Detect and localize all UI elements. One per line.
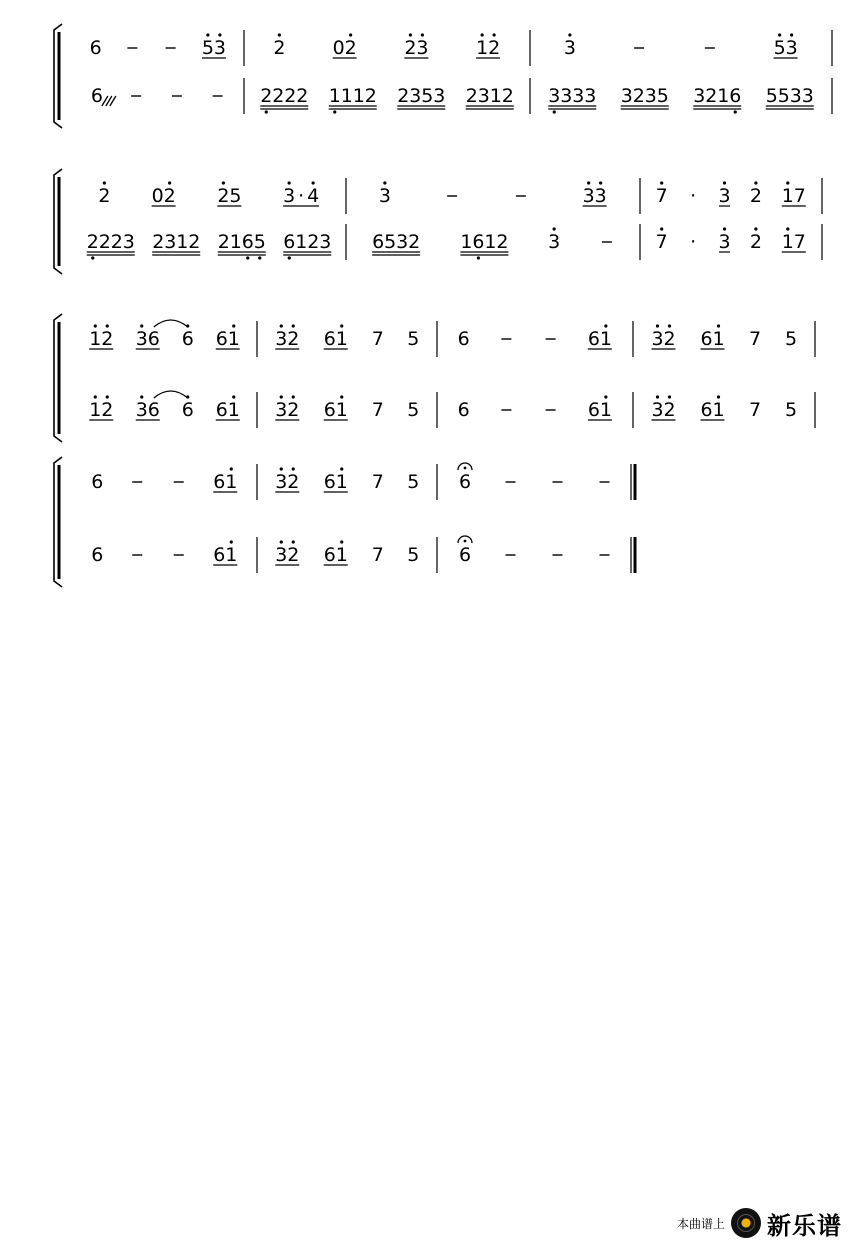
octave-dot-high: [280, 324, 283, 327]
octave-dot-high: [232, 324, 235, 327]
note-digit: 6: [323, 328, 336, 350]
note-digit: 1: [225, 544, 238, 566]
octave-dot-high: [140, 324, 143, 327]
octave-dot-high: [222, 181, 225, 184]
octave-dot-high: [568, 33, 571, 36]
note-digit: 3: [785, 37, 798, 59]
note-digit: 6: [457, 328, 470, 350]
note-digit: 2: [663, 399, 676, 421]
note-digit: 2: [287, 471, 300, 493]
note-digit: 3: [718, 185, 731, 207]
score-system: [54, 24, 832, 128]
octave-dot-high: [340, 467, 343, 470]
note-digit: 2: [287, 328, 300, 350]
note-digit: 3: [644, 85, 657, 107]
note-digit: 3: [396, 231, 409, 253]
note-digit: ·: [690, 185, 697, 207]
note-digit: 6: [700, 399, 713, 421]
note-digit: 2: [98, 185, 111, 207]
octave-dot-high: [94, 324, 97, 327]
note-digit: 3: [594, 185, 607, 207]
note-digit: 6: [89, 37, 102, 59]
note-digit: 7: [371, 471, 384, 493]
note-digit: 2: [217, 185, 230, 207]
note-digit: 3: [548, 231, 561, 253]
note-digit: 2: [260, 85, 273, 107]
note-digit: 3: [135, 328, 148, 350]
note-digit: 1: [227, 328, 240, 350]
octave-dot-high: [409, 33, 412, 36]
note-digit: 2: [287, 399, 300, 421]
octave-dot-high: [668, 395, 671, 398]
note-digit: 1: [328, 85, 341, 107]
octave-dot-low: [288, 256, 291, 259]
octave-dot-high: [103, 181, 106, 184]
note-digit: 2: [705, 85, 718, 107]
note-digit: 3: [477, 85, 490, 107]
note-digit: 2: [364, 85, 377, 107]
octave-dot-low: [265, 110, 268, 113]
octave-dot-high: [292, 467, 295, 470]
note-digit: 6: [215, 399, 228, 421]
note-digit: 1: [335, 471, 348, 493]
octave-dot-high: [106, 395, 109, 398]
note-digit: 6: [472, 231, 485, 253]
note-digit: 3: [409, 85, 422, 107]
note-digit: 3: [275, 544, 288, 566]
note-digit: 1: [484, 231, 497, 253]
octave-dot-low: [91, 256, 94, 259]
note-digit: 5: [407, 328, 420, 350]
note-digit: 2: [98, 231, 111, 253]
score-system: [54, 314, 815, 442]
octave-dot-low: [477, 256, 480, 259]
octave-dot-high: [481, 33, 484, 36]
octave-dot-high: [340, 395, 343, 398]
note-digit: 7: [748, 399, 762, 421]
note-digit: 5: [407, 399, 420, 421]
octave-dot-high: [754, 181, 757, 184]
octave-dot-high: [340, 324, 343, 327]
note-digit: 5: [421, 85, 434, 107]
octave-dot-high: [140, 395, 143, 398]
octave-dot-low: [333, 110, 336, 113]
note-digit: 2: [152, 231, 165, 253]
note-digit: 2: [110, 231, 123, 253]
octave-dot-high: [288, 181, 291, 184]
note-digit: 3: [283, 185, 296, 207]
slur-arc: [154, 320, 188, 327]
fermata-dot: [464, 467, 467, 470]
note-digit: 1: [460, 231, 473, 253]
octave-dot-high: [168, 181, 171, 184]
note-digit: 6: [213, 544, 226, 566]
note-digit: 2: [749, 231, 762, 253]
note-digit: 3: [651, 328, 664, 350]
note-digit: 6: [457, 399, 470, 421]
note-digit: 5: [765, 85, 778, 107]
octave-dot-high: [312, 181, 315, 184]
note-digit: 2: [217, 231, 230, 253]
note-digit: 5: [201, 37, 214, 59]
octave-dot-high: [723, 227, 726, 230]
octave-dot-high: [717, 324, 720, 327]
note-digit: 3: [548, 85, 561, 107]
note-digit: 5: [777, 85, 790, 107]
note-digit: 7: [793, 231, 806, 253]
octave-dot-high: [717, 395, 720, 398]
note-digit: 2: [188, 231, 201, 253]
octave-dot-high: [349, 33, 352, 36]
note-digit: 6: [181, 399, 194, 421]
vinyl-record-icon: [731, 1208, 761, 1238]
note-digit: 1: [352, 85, 365, 107]
note-digit: 0: [332, 37, 345, 59]
site-footer: [677, 1205, 842, 1241]
note-digit: 6: [458, 471, 472, 493]
note-digit: 1: [335, 399, 348, 421]
note-digit: 6: [458, 544, 472, 566]
octave-dot-high: [723, 181, 726, 184]
octave-dot-high: [218, 33, 221, 36]
octave-dot-high: [230, 540, 233, 543]
note-digit: 5: [784, 328, 798, 350]
note-digit: 3: [378, 185, 391, 207]
note-digit: 7: [371, 399, 384, 421]
note-digit: 2: [287, 544, 300, 566]
octave-dot-low: [258, 256, 261, 259]
octave-dot-high: [292, 395, 295, 398]
note-digit: 1: [717, 85, 730, 107]
note-digit: 2: [86, 231, 99, 253]
note-digit: 3: [563, 37, 576, 59]
note-digit: 3: [275, 328, 288, 350]
note-digit: 6: [147, 328, 160, 350]
octave-dot-high: [754, 227, 757, 230]
note-digit: 2: [307, 231, 320, 253]
note-digit: 2: [101, 328, 114, 350]
note-digit: 6: [91, 544, 104, 566]
note-digit: 1: [229, 231, 242, 253]
note-digit: 2: [501, 85, 514, 107]
note-digit: 7: [655, 231, 668, 253]
octave-dot-high: [604, 395, 607, 398]
note-digit: 6: [181, 328, 194, 350]
note-digit: 6: [213, 471, 226, 493]
octave-dot-low: [734, 110, 737, 113]
note-digit: 7: [793, 185, 806, 207]
note-digit: 6: [323, 471, 336, 493]
note-digit: 6: [241, 231, 254, 253]
note-digit: 3: [620, 85, 633, 107]
note-digit: 6: [729, 85, 742, 107]
note-digit: 1: [476, 37, 489, 59]
note-digit: 7: [371, 328, 384, 350]
note-digit: 1: [335, 544, 348, 566]
note-digit: 3: [319, 231, 332, 253]
note-digit: 1: [712, 399, 725, 421]
note-digit: 3: [584, 85, 597, 107]
octave-dot-high: [340, 540, 343, 543]
note-digit: 6: [91, 471, 104, 493]
site-brand: 新乐谱: [767, 1211, 842, 1240]
note-digit: 2: [284, 85, 297, 107]
octave-dot-high: [668, 324, 671, 327]
note-digit: 1: [89, 399, 102, 421]
note-digit: 6: [323, 399, 336, 421]
note-digit: 6: [90, 85, 103, 107]
note-digit: 3: [275, 399, 288, 421]
note-digit: 5: [229, 185, 242, 207]
octave-dot-high: [278, 33, 281, 36]
note-digit: 6: [587, 399, 600, 421]
note-digit: ·: [298, 185, 305, 207]
octave-dot-high: [660, 181, 663, 184]
note-digit: 3: [164, 231, 177, 253]
note-digit: 1: [781, 231, 794, 253]
note-digit: 6: [283, 231, 296, 253]
octave-dot-high: [604, 324, 607, 327]
note-digit: 2: [397, 85, 410, 107]
note-digit: 3: [135, 399, 148, 421]
note-digit: 5: [784, 399, 798, 421]
note-digit: 3: [789, 85, 802, 107]
note-digit: 2: [663, 328, 676, 350]
note-digit: 1: [489, 85, 502, 107]
score-system: [54, 169, 822, 274]
note-digit: 2: [408, 231, 421, 253]
note-digit: 0: [151, 185, 164, 207]
note-digit: 6: [323, 544, 336, 566]
octave-dot-high: [292, 324, 295, 327]
note-digit: 1: [225, 471, 238, 493]
note-digit: 4: [307, 185, 320, 207]
note-digit: 3: [416, 37, 429, 59]
note-digit: 1: [176, 231, 189, 253]
note-digit: 6: [372, 231, 385, 253]
note-digit: 2: [163, 185, 176, 207]
octave-dot-low: [553, 110, 556, 113]
note-digit: 2: [272, 85, 285, 107]
octave-dot-high: [786, 227, 789, 230]
note-digit: 3: [801, 85, 814, 107]
octave-dot-high: [553, 227, 556, 230]
note-digit: 3: [718, 231, 731, 253]
note-digit: 1: [335, 328, 348, 350]
note-digit: 3: [560, 85, 573, 107]
note-digit: 1: [227, 399, 240, 421]
note-digit: 2: [465, 85, 478, 107]
note-digit: 5: [656, 85, 669, 107]
octave-dot-high: [660, 227, 663, 230]
note-digit: 5: [384, 231, 397, 253]
note-digit: 1: [295, 231, 308, 253]
note-digit: 2: [632, 85, 645, 107]
note-digit: 6: [587, 328, 600, 350]
note-digit: 2: [488, 37, 501, 59]
octave-dot-high: [94, 395, 97, 398]
octave-dot-high: [587, 181, 590, 184]
note-digit: 6: [700, 328, 713, 350]
footer-note: 本曲谱上: [676, 1216, 725, 1231]
octave-dot-high: [778, 33, 781, 36]
note-digit: 2: [101, 399, 114, 421]
note-digit: 1: [599, 328, 612, 350]
note-digit: 1: [340, 85, 353, 107]
note-digit: 2: [404, 37, 417, 59]
note-digit: 1: [712, 328, 725, 350]
note-digit: 5: [407, 544, 420, 566]
octave-dot-high: [280, 395, 283, 398]
note-digit: 5: [253, 231, 266, 253]
note-digit: 7: [655, 185, 668, 207]
note-digit: 3: [572, 85, 585, 107]
note-digit: 2: [273, 37, 286, 59]
note-digit: ·: [690, 231, 697, 253]
note-digit: 7: [748, 328, 762, 350]
note-digit: 2: [296, 85, 309, 107]
octave-dot-high: [280, 540, 283, 543]
note-digit: 5: [407, 471, 420, 493]
note-digit: 1: [89, 328, 102, 350]
note-digit: 6: [147, 399, 160, 421]
note-digit: 3: [582, 185, 595, 207]
note-digit: 3: [651, 399, 664, 421]
note-digit: 3: [693, 85, 706, 107]
octave-dot-high: [599, 181, 602, 184]
note-digit: 2: [749, 185, 762, 207]
note-digit: 3: [433, 85, 446, 107]
octave-dot-high: [206, 33, 209, 36]
note-digit: 2: [496, 231, 509, 253]
octave-dot-high: [383, 181, 386, 184]
octave-dot-high: [790, 33, 793, 36]
note-digit: 3: [275, 471, 288, 493]
octave-dot-high: [786, 181, 789, 184]
octave-dot-high: [106, 324, 109, 327]
octave-dot-high: [230, 467, 233, 470]
octave-dot-high: [656, 324, 659, 327]
slur-arc: [154, 391, 188, 398]
note-digit: 5: [773, 37, 786, 59]
note-digit: 1: [599, 399, 612, 421]
octave-dot-high: [656, 395, 659, 398]
note-digit: 3: [122, 231, 135, 253]
fermata-dot: [464, 540, 467, 543]
note-digit: 7: [371, 544, 384, 566]
octave-dot-high: [232, 395, 235, 398]
score-system: [54, 457, 635, 587]
note-digit: 3: [213, 37, 226, 59]
octave-dot-high: [292, 540, 295, 543]
octave-dot-low: [246, 256, 249, 259]
note-digit: 2: [344, 37, 357, 59]
octave-dot-high: [421, 33, 424, 36]
octave-dot-high: [493, 33, 496, 36]
octave-dot-high: [280, 467, 283, 470]
note-digit: 1: [781, 185, 794, 207]
note-digit: 6: [215, 328, 228, 350]
